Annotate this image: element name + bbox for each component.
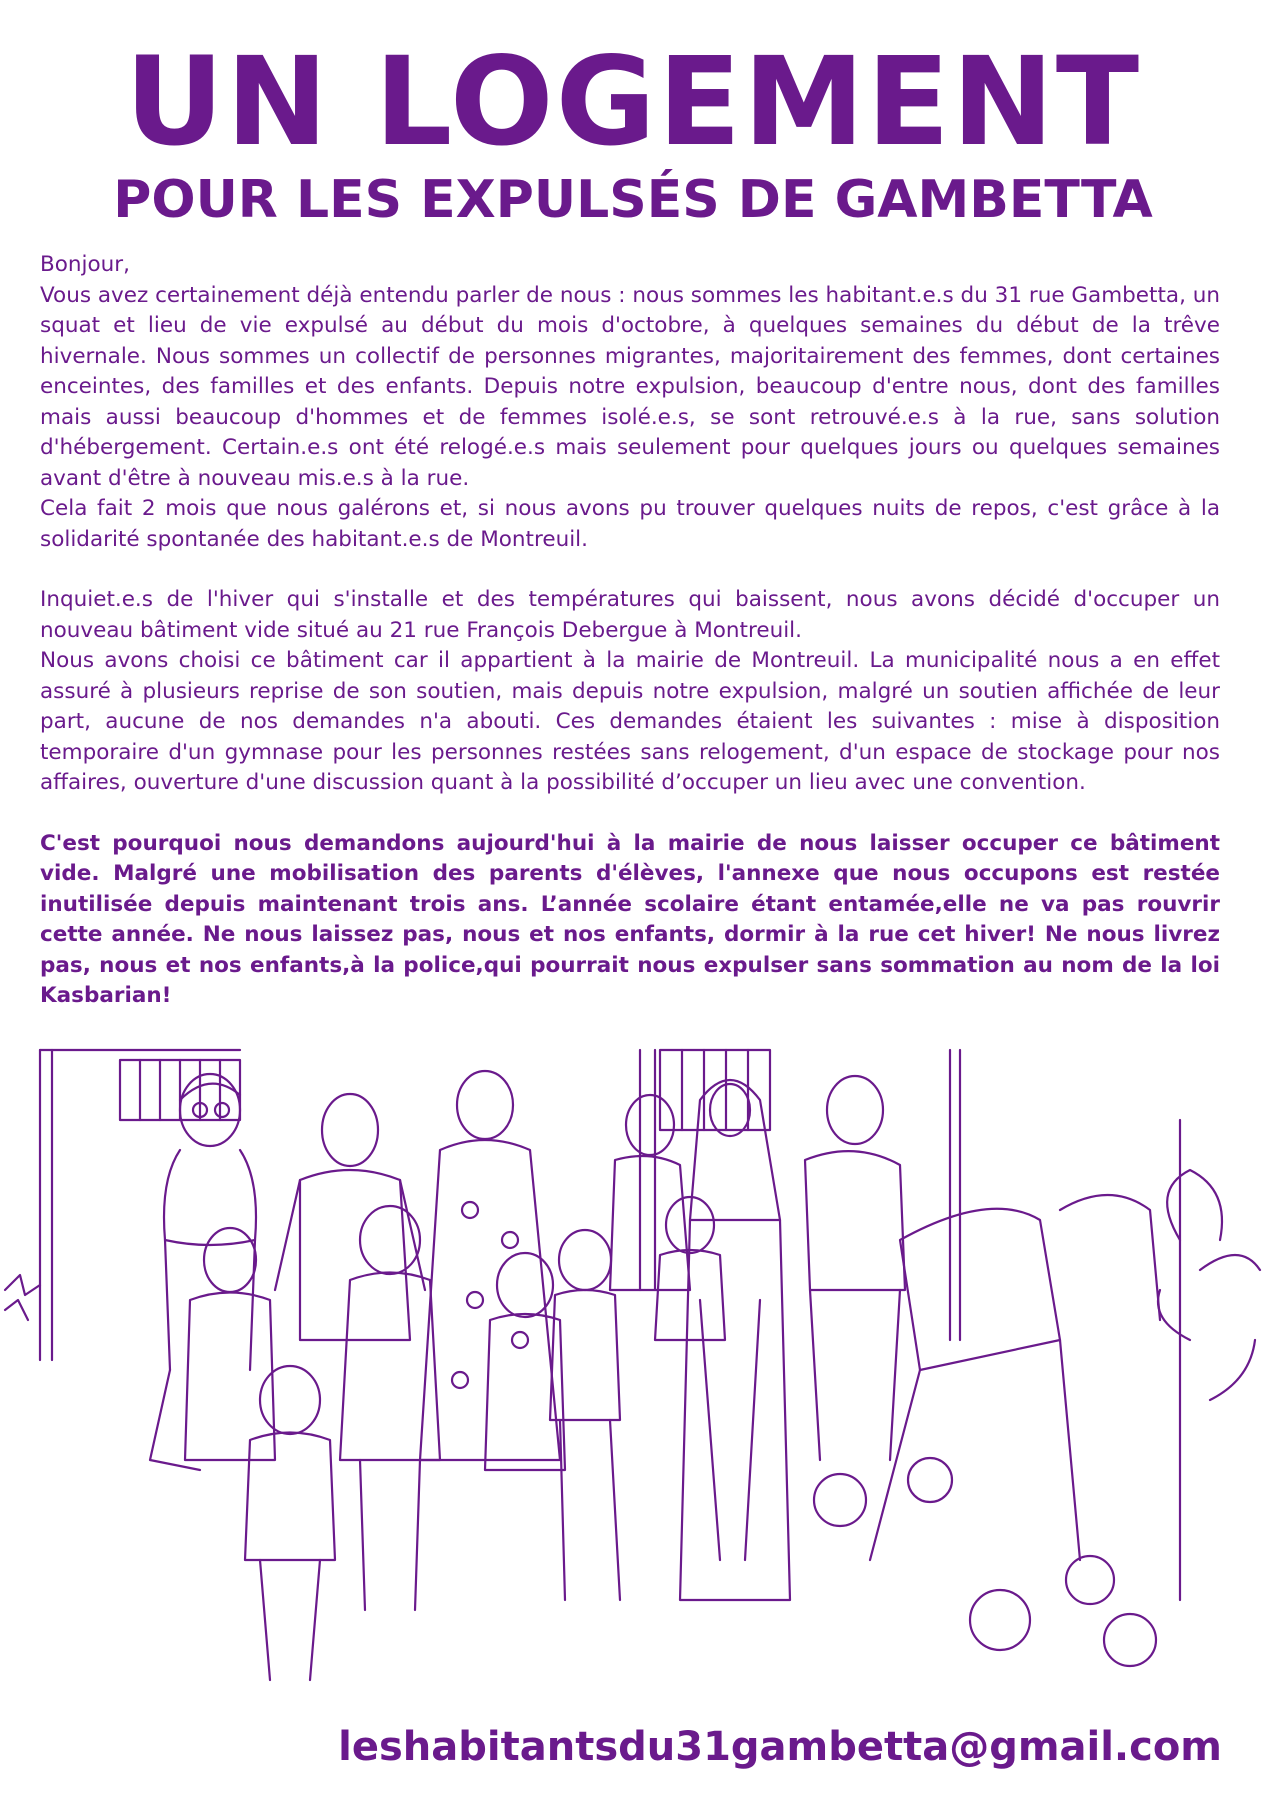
woman-covering-face-icon: [610, 1095, 690, 1290]
woman-with-glasses-icon: [150, 1074, 256, 1470]
contact-email[interactable]: leshabitantsdu31gambetta@gmail.com: [338, 1724, 1222, 1770]
paragraph-demands: Nous avons choisi ce bâtiment car il appartient à la mairie de Montreuil. La municipalité nous a en effet assuré à plusieurs reprise de son soutien, mais depuis notre expulsion, malgré un soutien affichée de leur part, aucune de nos demandes n'a abouti. Ces demandes étaient les suivantes : mise à disposition temporaire d'un gymnase pour les personnes restées sans relogement, d'un espace de stockage pour nos affaires, ouverture d'une discussion quant à la possibilité d’occuper un lieu avec une convention.: [40, 648, 1220, 795]
page-subtitle: POUR LES EXPULSÉS DE GAMBETTA: [113, 170, 1153, 230]
foliage-left-icon: [5, 1275, 40, 1320]
paragraph-gap: [40, 555, 1220, 585]
paragraph-solidarity: Cela fait 2 mois que nous galérons et, si nous avons pu trouver quelques nuits de repos, c'est grâce à la solidarité spontanée des habitant.e.s de Montreuil.: [40, 496, 1220, 552]
group-of-people-drawing-icon: [0, 1040, 1266, 1700]
man-standing-icon: [275, 1094, 425, 1340]
paragraph-gap: [40, 799, 1220, 829]
paragraph-situation: Vous avez certainement déjà entendu parler de nous : nous sommes les habitant.e.s du 31 rue Gambetta, un squat et lieu de vie expulsé au début du mois d'octobre, à quelques semaines du début de la trêve hivernale. Nous sommes un collectif de personnes migrantes, majoritairement des femmes, dont certaines enceintes, des familles et des enfants. Depuis notre expulsion, beaucoup d'entre nous, dont des familles mais aussi beaucoup d'hommes et de femmes isolé.e.s, se sont retrouvé.e.s à la rue, sans solution d'hébergement. Certain.e.s ont été relogé.e.s mais seulement pour quelques jours ou quelques semaines avant d'être à nouveau mis.e.s à la rue.: [40, 282, 1220, 491]
paragraph-appeal: C'est pourquoi nous demandons aujourd'hui à la mairie de nous laisser occuper ce bâtiment vide. Malgré une mobilisation des parents d'élèves, l'annexe que nous occupons est restée inutilisée depuis maintenant trois ans. L’année scolaire étant entamée,elle ne va pas rouvrir cette année. Ne nous laissez pas, nous et nos enfants, dormir à la rue cet hiver! Ne nous livrez pas, nous et nos enfants,à la police,qui pourrait nous expulser sans sommation au nom de la loi Kasbarian!: [40, 830, 1220, 1008]
woman-right-icon: [805, 1076, 905, 1460]
children-group-icon: [185, 1197, 725, 1680]
stroller-icon: [814, 1195, 1160, 1666]
greeting: Bonjour,: [40, 252, 130, 277]
woman-in-dress-icon: [420, 1071, 560, 1460]
letter-body: [40, 250, 1220, 1012]
plant-icon: [1158, 1170, 1260, 1400]
page-title: UN LOGEMENT: [124, 31, 1142, 173]
building-background-icon: [40, 1050, 1180, 1600]
paragraph-occupation: Inquiet.e.s de l'hiver qui s'installe et des températures qui baissent, nous avons décidé d'occuper un nouveau bâtiment vide situé au 21 rue François Debergue à Montreuil.: [40, 587, 1220, 643]
